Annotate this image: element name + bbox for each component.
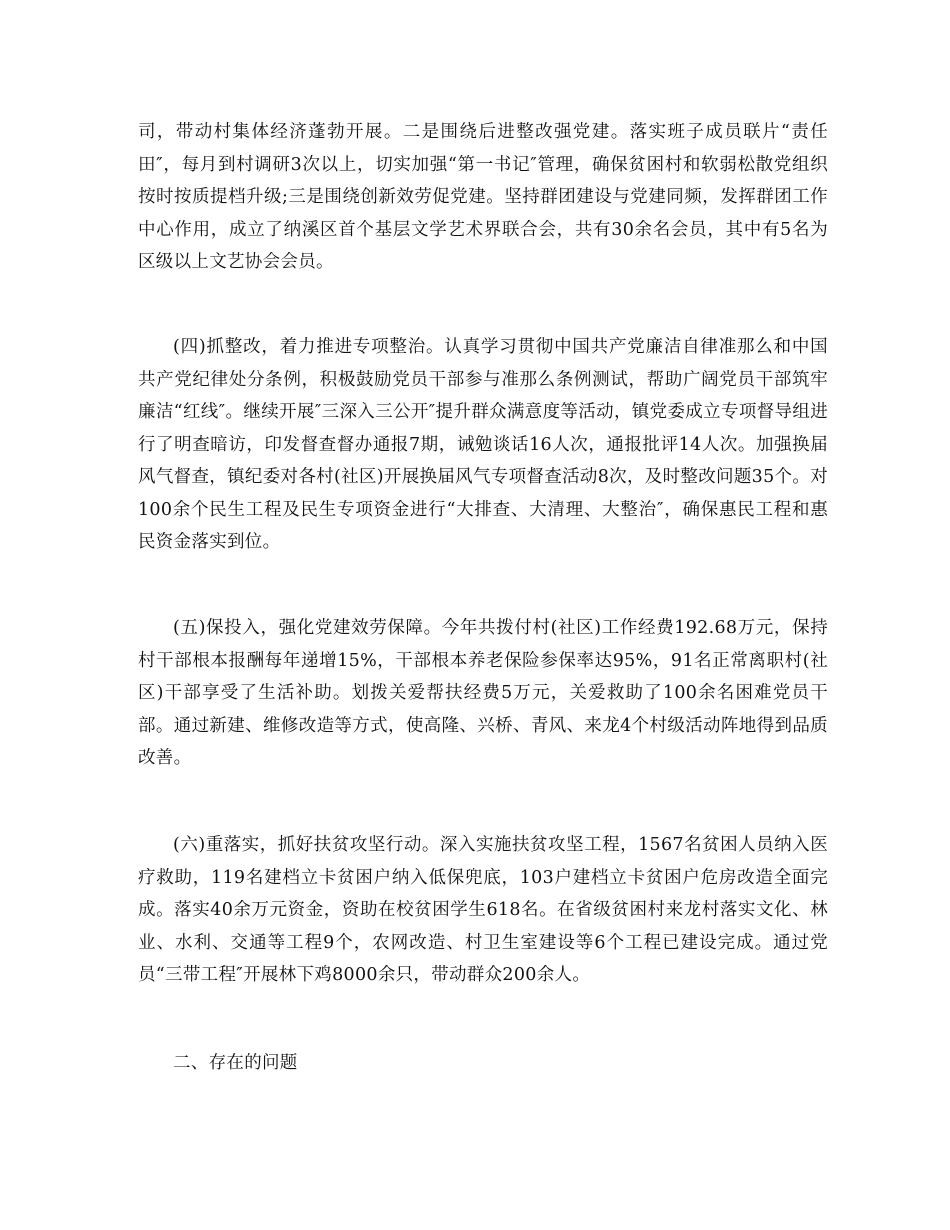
paragraph-section-four-rectification: (四)抓整改，着力推进专项整治。认真学习贯彻中国共产党廉洁自律准那么和中国共产党纪律处分条例，积极鼓励党员干部参与准那么条例测试，帮助广阔党员干部筑牢廉洁“红线″。继续开展″三深入三公开″提升群众满意度等活动，镇党委成立专项督导组进行了明查暗访，印发督查督办通报7期，诫勉谈话16人次，通报批评14人次。加强换届风气督查，镇纪委对各村(社区)开展换届风气专项督查活动8次，及时整改问题35个。对100余个民生工程及民生专项资金进行“大排查、大清理、大整治″，确保惠民工程和惠民资金落实到位。 <box>138 337 828 552</box>
paragraph-section-five-investment: (五)保投入，强化党建效劳保障。今年共拨付村(社区)工作经费192.68万元，保持村干部根本报酬每年递增15%，干部根本养老保险参保率达95%，91名正常离职村(社区)干部享受了生活补助。划拨关爱帮扶经费5万元，关爱救助了100余名困难党员干部。通过新建、维修改造等方式，使高隆、兴桥、青风、来龙4个村级活动阵地得到品质改善。 <box>138 618 828 768</box>
section-heading-existing-problems: 二、存在的问题 <box>173 1053 298 1073</box>
paragraph-party-building-continued: 司，带动村集体经济蓬勃开展。二是围绕后进整改强党建。落实班子成员联片“责任田″，每月到村调研3次以上，切实加强“第一书记″管理，确保贫困村和软弱松散党组织按时按质提档升级;三是围绕创新效劳促党建。坚持群团建设与党建同频，发挥群团工作中心作用，成立了纳溪区首个基层文学艺术界联合会，共有30余名会员，其中有5名为区级以上文艺协会会员。 <box>138 122 828 272</box>
paragraph-section-six-poverty-alleviation: (六)重落实，抓好扶贫攻坚行动。深入实施扶贫攻坚工程，1567名贫困人员纳入医疗救助，119名建档立卡贫困户纳入低保兜底，103户建档立卡贫困户危房改造全面完成。落实40余万元资金，资助在校贫困学生618名。在省级贫困村来龙村落实文化、林业、水利、交通等工程9个，农网改造、村卫生室建设等6个工程已建设完成。通过党员“三带工程″开展林下鸡8000余只，带动群众200余人。 <box>138 835 828 985</box>
